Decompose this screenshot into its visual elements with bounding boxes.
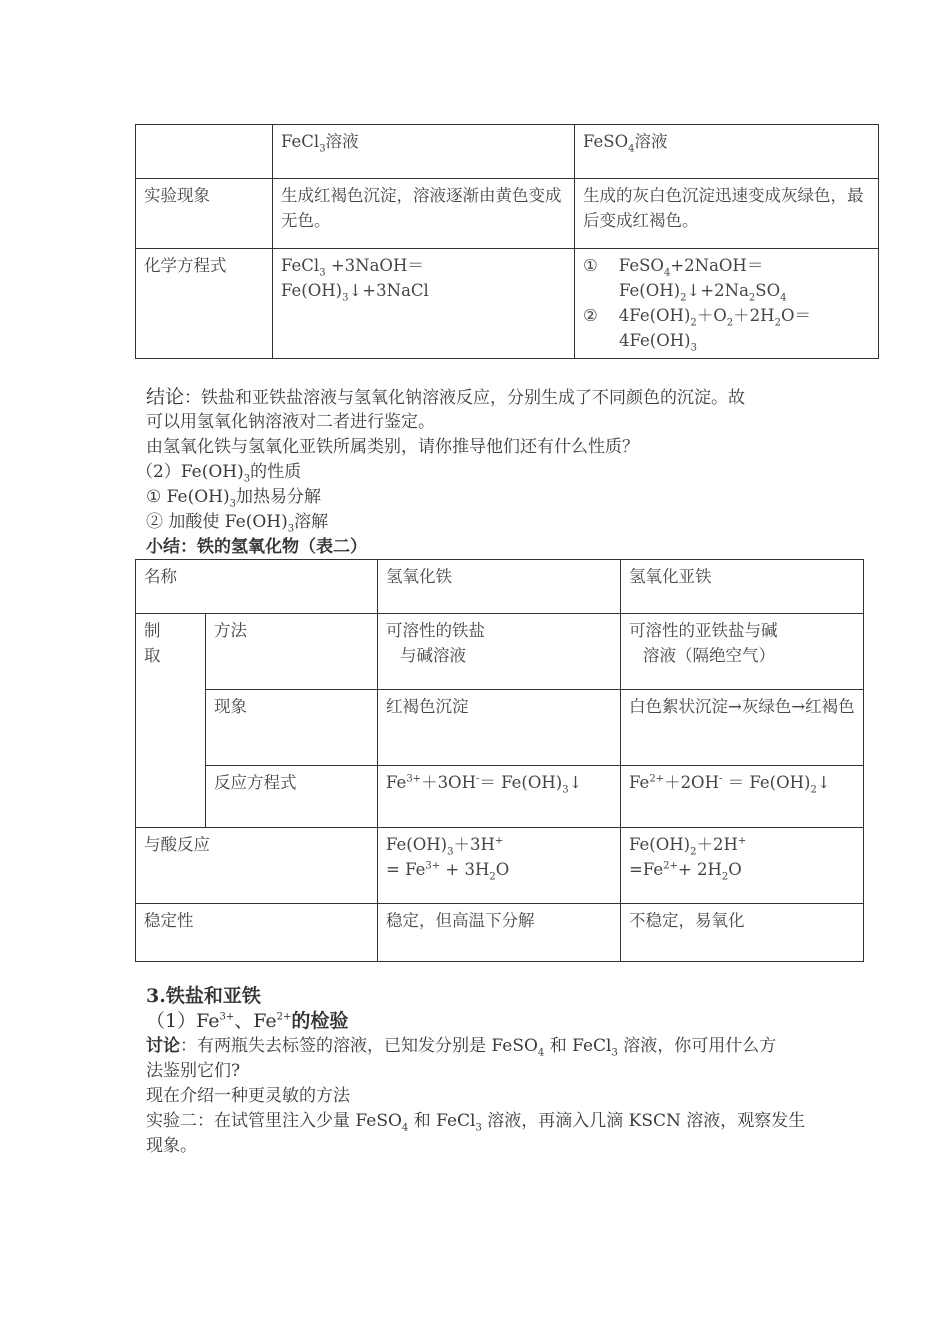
table2-method-fe2: 可溶性的亚铁盐与碱 溶液（隔绝空气）: [621, 614, 864, 690]
table1-header-feso4: FeSO$_4$溶液: [575, 125, 879, 179]
table1-phenomenon-label: 实验现象: [136, 179, 273, 249]
table2-phenom-fe2: 白色絮状沉淀→灰绿色→红褐色: [621, 690, 864, 766]
acid-fe2-line2: $=Fe^{2+}+ 2H_2O$: [629, 860, 742, 883]
table2-phenom-label: 现象: [206, 690, 378, 766]
discussion-line-1: 讨论：有两瓶失去标签的溶液，已知发分别是 FeSO$_4$ 和 FeCl$_3$ 溶液，你可用什么方: [146, 1036, 777, 1059]
table2-acid-fe3: [378, 828, 621, 904]
table1-phenomenon-fecl3: 生成红褐色沉淀，溶液逐渐由黄色变成无色。: [273, 179, 575, 249]
section2-item-2: ② 加酸使 $Fe(OH)_3$溶解: [146, 512, 329, 535]
table1-header-fecl3: FeCl$_3$溶液: [273, 125, 575, 179]
section3-heading: 3.铁盐和亚铁: [146, 985, 261, 1007]
equation-feso4-line4: $4Fe(OH)_3$: [619, 331, 697, 354]
table1-header-empty: [136, 125, 273, 179]
conclusion-line-2: 可以用氢氧化钠溶液对二者进行鉴定。: [146, 412, 435, 432]
equation-feso4-line1: ① FeSO$_4$+2NaOH＝: [583, 256, 764, 279]
acid-fe3-line1: $Fe(OH)_3+3H^+$: [386, 835, 504, 858]
experiment-line-1: 实验二：在试管里注入少量 FeSO$_4$ 和 FeCl$_3$ 溶液，再滴入几滴 KSCN 溶液，观察发生: [146, 1111, 806, 1134]
acid-fe3-line2: = $Fe^{3+} + 3H_2O$: [386, 860, 510, 883]
equation-feso4-line2: $Fe(OH)_2↓+2Na_2SO_4$: [619, 281, 787, 304]
section2-title: $(2)Fe(OH)_3$的性质: [136, 462, 302, 485]
discussion-line-2: 法鉴别它们?: [146, 1061, 241, 1081]
section3-subheading: $(1)Fe^{3+}$、$Fe^{2+}$的检验: [146, 1010, 349, 1032]
comparison-table-1: [135, 124, 879, 359]
table2-stab-fe3: 稳定，但高温下分解: [378, 904, 621, 962]
hydroxide-table-2: [135, 559, 864, 962]
table2-acid-fe2: [621, 828, 864, 904]
table2-col-fe2: 氢氧化亚铁: [621, 560, 864, 614]
table2-phenom-fe3: 红褐色沉淀: [378, 690, 621, 766]
table2-method-label: 方法: [206, 614, 378, 690]
table1-phenomenon-feso4: 生成的灰白色沉淀迅速变成灰绿色，最后变成红褐色。: [575, 179, 879, 249]
section2-item-1: ① $Fe(OH)_3$加热易分解: [146, 487, 321, 510]
table2-stab-fe2: 不稳定，易氧化: [621, 904, 864, 962]
table2-col-fe3: 氢氧化铁: [378, 560, 621, 614]
table2-acid-label: 与酸反应: [136, 828, 378, 904]
table2-method-fe3: 可溶性的铁盐 与碱溶液: [378, 614, 621, 690]
equation-feso4-line3: ② $4Fe(OH)_2+O_2+2H_2O=$: [583, 306, 811, 329]
table2-stab-label: 稳定性: [136, 904, 378, 962]
table2-name-label: 名称: [136, 560, 378, 614]
table2-prep-label: 制取: [136, 614, 206, 828]
conclusion-question: 由氢氧化铁与氢氧化亚铁所属类别，请你推导他们还有什么性质？: [146, 437, 639, 457]
method-intro: 现在介绍一种更灵敏的方法: [146, 1086, 350, 1106]
experiment-line-2: 现象。: [146, 1136, 197, 1156]
table1-equation-feso4: [575, 249, 879, 359]
conclusion-line-1: 结论：铁盐和亚铁盐溶液与氢氧化钠溶液反应，分别生成了不同颜色的沉淀。故: [146, 386, 746, 408]
table2-eq-label: 反应方程式: [206, 766, 378, 828]
summary-heading: 小结：铁的氢氧化物（表二）: [146, 537, 367, 557]
table2-eq-fe3: $Fe^{3+}+3OH^-=$ $Fe(OH)_3↓$: [378, 766, 621, 828]
table2-eq-fe2: $Fe^{2+}+2OH^-$ ＝ $Fe(OH)_2↓$: [621, 766, 864, 828]
acid-fe2-line1: $Fe(OH)_2+2H^+$: [629, 835, 747, 858]
table1-equation-fecl3: FeCl$_3$ $+3NaOH=Fe(OH)_3↓+3NaCl$: [273, 249, 575, 359]
table1-equation-label: 化学方程式: [136, 249, 273, 359]
